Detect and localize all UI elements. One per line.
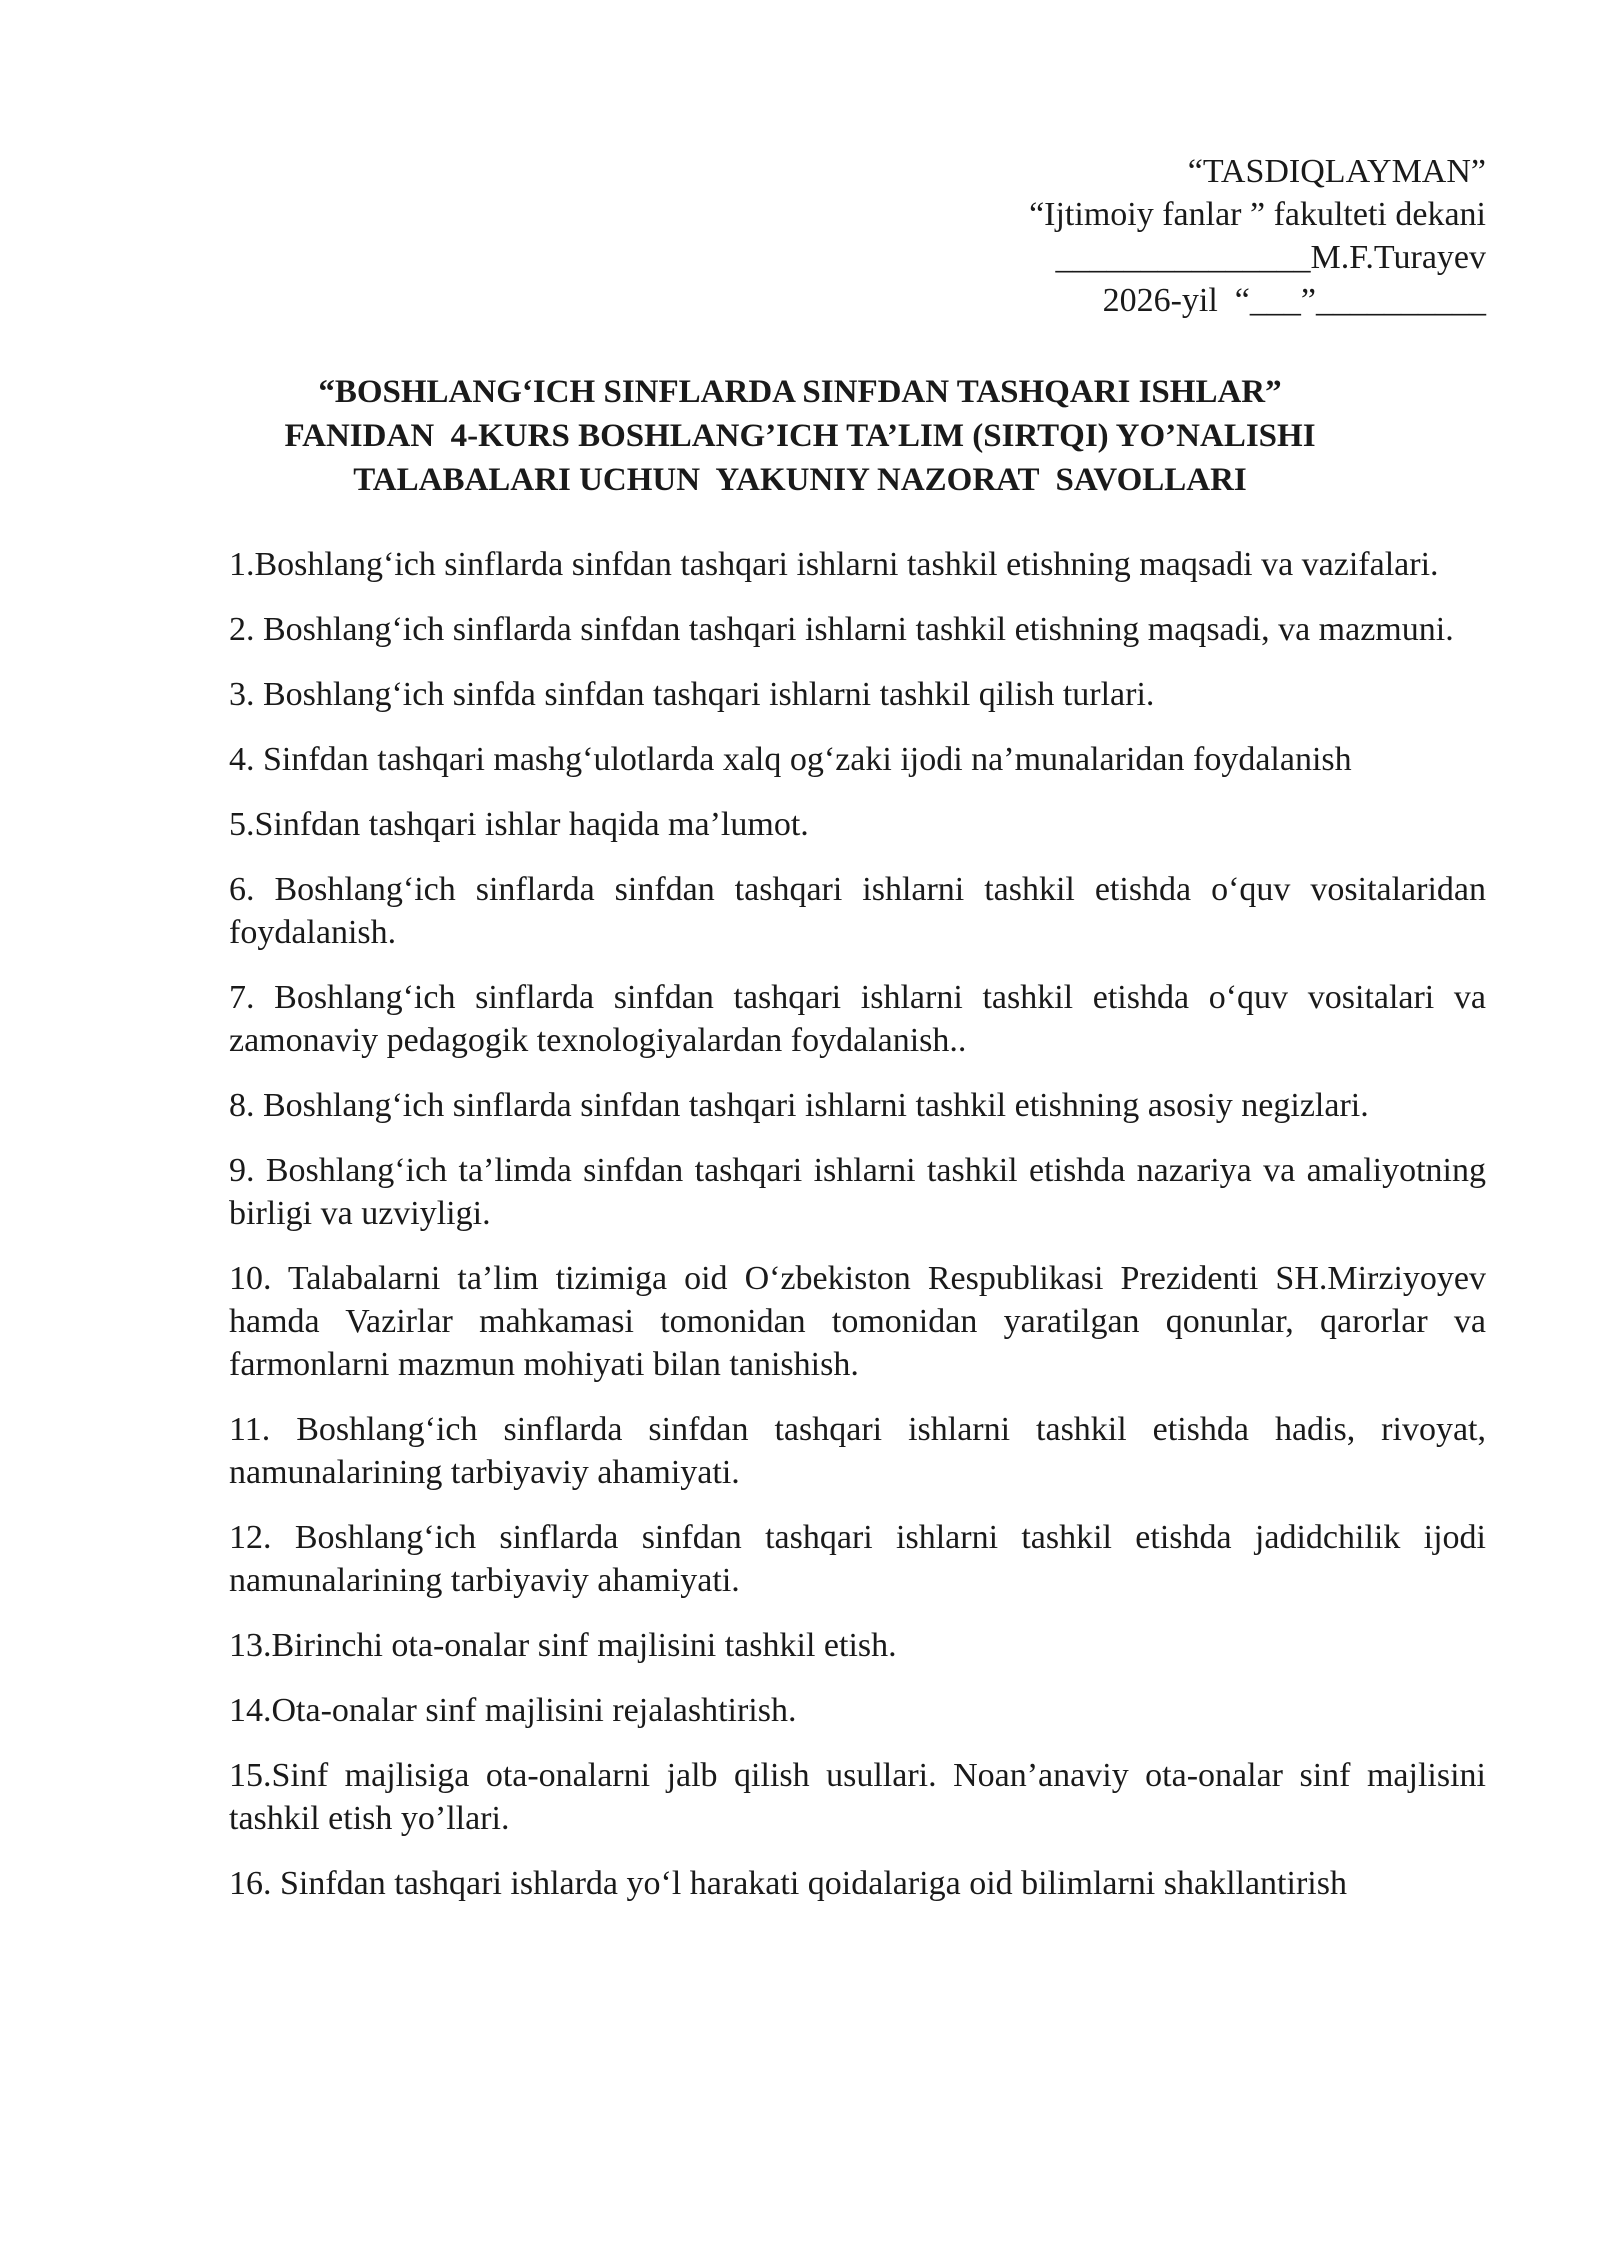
document-title	[200, 370, 1400, 502]
approval-heading: “TASDIQLAYMAN”	[1187, 153, 1486, 190]
question-item: 13.Birinchi ota-onalar sinf majlisini tashkil etish.	[229, 1627, 897, 1664]
question-item: 14.Ota-onalar sinf majlisini rejalashtirish.	[229, 1692, 797, 1729]
question-item: 5.Sinfdan tashqari ishlar haqida ma’lumot.	[229, 806, 809, 843]
title-line: FANIDAN 4-KURS BOSHLANG’ICH TA’LIM (SIRTQI) YO’NALISHI	[284, 418, 1316, 454]
question-item: 10. Talabalarni ta’lim tizimiga oid O‘zbekiston Respublikasi Prezidenti SH.Mirziyoyev hamda Vazirlar mahkamasi tomonidan tomonidan yaratilgan qonunlar, qarorlar va farmonlarni mazmun mohiyati bilan tanishish.	[229, 1260, 1486, 1383]
question-item: 12. Boshlang‘ich sinflarda sinfdan tashqari ishlarni tashkil etishda jadidchilik ijodi namunalarining tarbiyaviy ahamiyati.	[229, 1519, 1486, 1599]
question-item: 15.Sinf majlisiga ota-onalarni jalb qilish usullari. Noan’anaviy ota-onalar sinf majlisini tashkil etish yo’llari.	[229, 1757, 1486, 1837]
title-line: TALABALARI UCHUN YAKUNIY NAZORAT SAVOLLARI	[353, 462, 1247, 498]
approver-signature-line: _______________M.F.Turayev	[1055, 239, 1486, 276]
approval-date-line: 2026-yil “___”__________	[1102, 282, 1486, 319]
question-item: 2. Boshlang‘ich sinflarda sinfdan tashqari ishlarni tashkil etishning maqsadi, va mazmuni.	[229, 611, 1454, 648]
question-item: 8. Boshlang‘ich sinflarda sinfdan tashqari ishlarni tashkil etishning asosiy negizlari.	[229, 1087, 1369, 1124]
question-item: 3. Boshlang‘ich sinfda sinfdan tashqari ishlarni tashkil qilish turlari.	[229, 676, 1155, 713]
question-item: 4. Sinfdan tashqari mashg‘ulotlarda xalq og‘zaki ijodi na’munalaridan foydalanish	[229, 741, 1352, 778]
question-item: 7. Boshlang‘ich sinflarda sinfdan tashqari ishlarni tashkil etishda o‘quv vositalari va zamonaviy pedagogik texnologiyalardan foydalanish..	[229, 979, 1486, 1059]
approval-block	[1029, 150, 1486, 322]
questions-list	[229, 543, 1486, 1927]
title-line: “BOSHLANG‘ICH SINFLARDA SINFDAN TASHQARI ISHLAR”	[318, 374, 1282, 410]
question-item: 11. Boshlang‘ich sinflarda sinfdan tashqari ishlarni tashkil etishda hadis, rivoyat, namunalarining tarbiyaviy ahamiyati.	[229, 1411, 1486, 1491]
question-item: 1.Boshlang‘ich sinflarda sinfdan tashqari ishlarni tashkil etishning maqsadi va vazifalari.	[229, 546, 1439, 583]
question-item: 16. Sinfdan tashqari ishlarda yo‘l harakati qoidalariga oid bilimlarni shakllantirish	[229, 1865, 1347, 1902]
approver-position: “Ijtimoiy fanlar ” fakulteti dekani	[1029, 196, 1486, 233]
question-item: 9. Boshlang‘ich ta’limda sinfdan tashqari ishlarni tashkil etishda nazariya va amaliyotning birligi va uzviyligi.	[229, 1152, 1486, 1232]
question-item: 6. Boshlang‘ich sinflarda sinfdan tashqari ishlarni tashkil etishda o‘quv vositalaridan foydalanish.	[229, 871, 1486, 951]
